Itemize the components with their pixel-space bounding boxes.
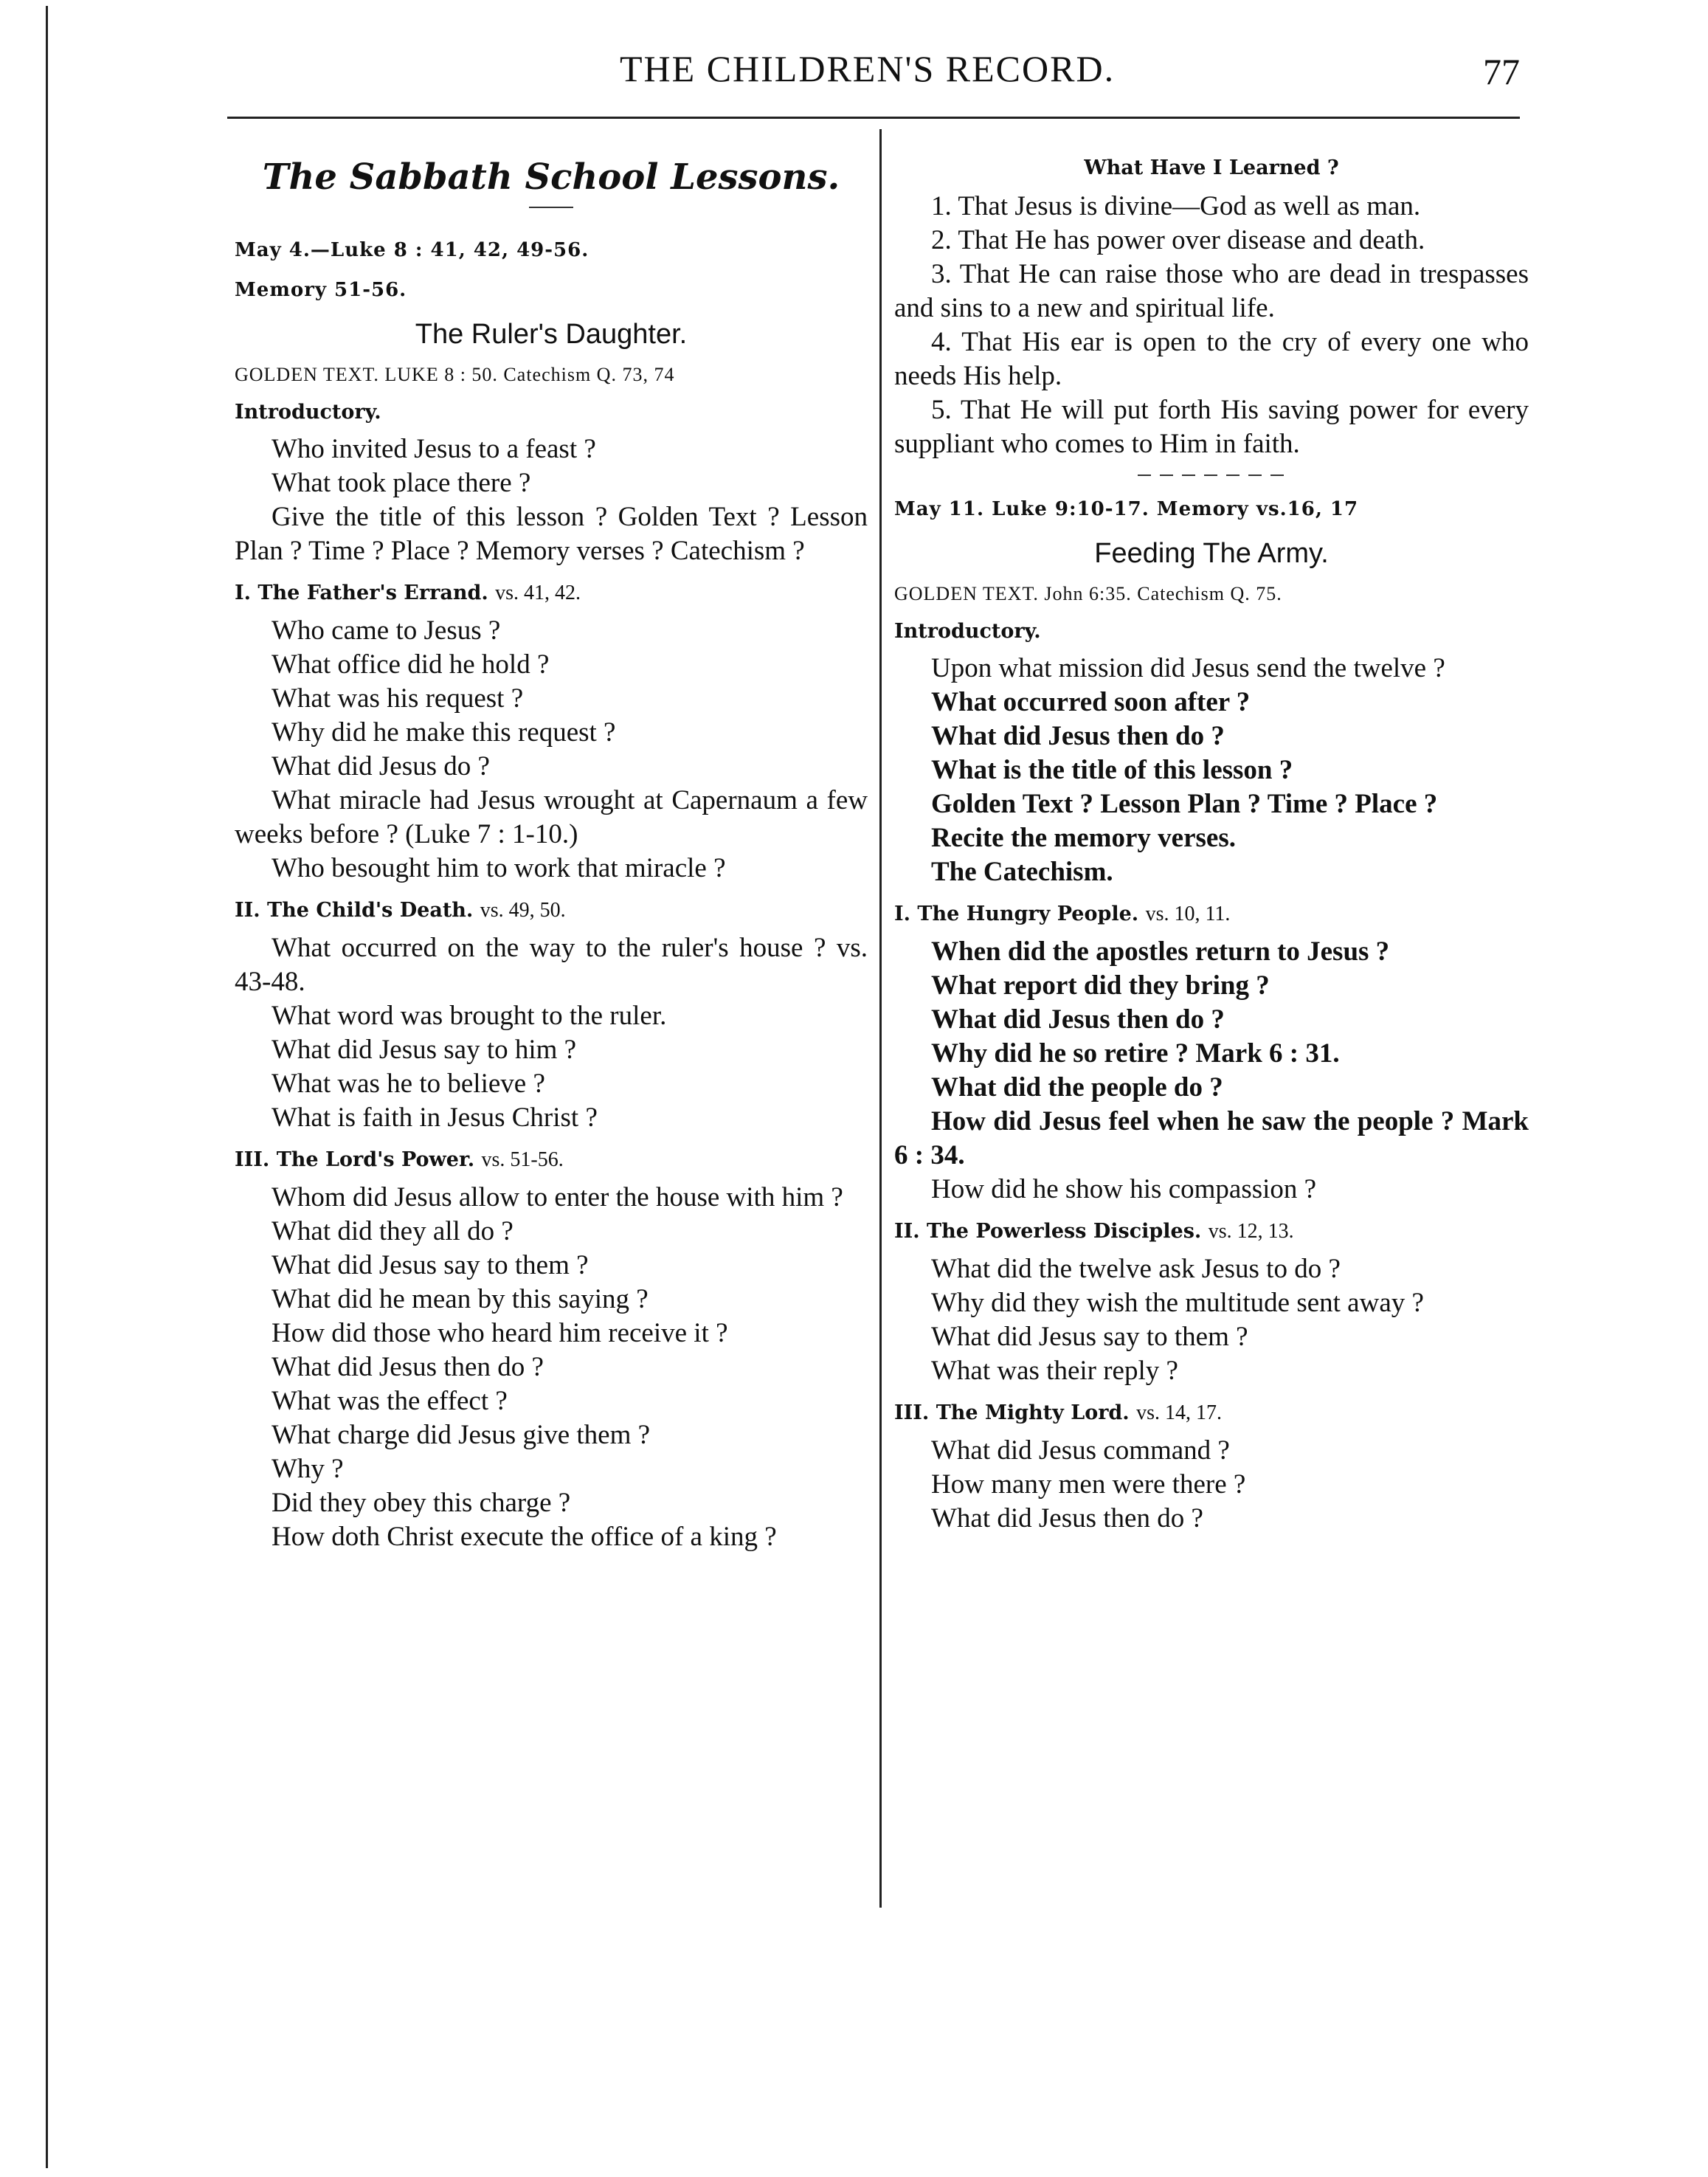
header-rule [227,117,1520,119]
section-label: III. The Mighty Lord. [894,1401,1130,1424]
learned-point: 5. That He will put forth His saving power for every suppliant who comes to Him in faith. [894,395,1529,459]
question: What did Jesus say to him ? [272,1035,577,1065]
question: Who besought him to work that miracle ? [272,853,726,883]
memory-verses: Memory 51-56. [235,279,407,301]
lesson-title: Feeding The Army. [1094,538,1329,569]
golden-text: GOLDEN TEXT. John 6:35. Catechism Q. 75. [894,583,1282,604]
question: Why did they wish the multitude sent away ? [931,1288,1424,1318]
section-heading-introductory: Introductory. [894,620,1041,643]
section-heading-3 [235,1148,868,1172]
question: Who came to Jesus ? [272,615,501,646]
question: Why ? [272,1454,344,1484]
question: Give the title of this lesson ? Golden Text ? Lesson Plan ? Time ? Place ? Memory verses ? Catechism ? [235,502,868,566]
question: Recite the memory verses. [931,823,1236,853]
learned-point: 1. That Jesus is divine—God as well as man. [931,191,1421,221]
question: What did the twelve ask Jesus to do ? [931,1254,1341,1284]
section-label: III. The Lord's Power. [235,1148,475,1171]
lesson-reference: May 11. Luke 9:10-17. Memory vs.16, 17 [894,498,1359,520]
question: What did Jesus then do ? [931,721,1225,751]
question: Who invited Jesus to a feast ? [272,434,596,464]
question: Golden Text ? Lesson Plan ? Time ? Place ? [931,789,1438,819]
question: What was the effect ? [272,1386,508,1416]
section-heading-1 [894,903,1529,926]
title-divider [529,207,573,208]
question: How did Jesus feel when he saw the people ? Mark 6 : 34. [894,1106,1529,1170]
learned-point: 3. That He can raise those who are dead in trespasses and sins to a new and spiritual life. [894,259,1529,323]
question: What did Jesus say to them ? [931,1322,1248,1352]
question: What is the title of this lesson ? [931,755,1293,785]
question: What did Jesus do ? [272,751,490,782]
section-heading-2 [235,899,868,922]
question: What word was brought to the ruler. [272,1001,667,1031]
section-label: I. The Father's Errand. [235,582,488,604]
question: What was he to believe ? [272,1069,545,1099]
learned-heading: What Have I Learned ? [1084,156,1339,179]
question: The Catechism. [931,857,1113,887]
question: What occurred soon after ? [931,687,1251,717]
question: Whom did Jesus allow to enter the house with him ? [272,1182,843,1212]
question: Why did he make this request ? [272,717,616,748]
question: Did they obey this charge ? [272,1488,571,1518]
question: What charge did Jesus give them ? [272,1420,651,1450]
question: What occurred on the way to the ruler's house ? vs. 43-48. [235,933,868,997]
left-column [235,140,868,1554]
question: What is faith in Jesus Christ ? [272,1103,598,1133]
question: How doth Christ execute the office of a king ? [272,1522,777,1552]
section-verses: vs. 12, 13. [1208,1220,1294,1243]
lesson-divider [1138,475,1285,476]
question: What office did he hold ? [272,649,550,680]
question: How did those who heard him receive it ? [272,1318,728,1348]
question: How many men were there ? [931,1469,1246,1500]
section-heading-3 [894,1401,1529,1425]
page-edge-line [46,6,48,2168]
section-heading-introductory: Introductory. [235,401,381,424]
section-verses: vs. 49, 50. [480,899,566,922]
page-number: 77 [1483,51,1520,92]
question: When did the apostles return to Jesus ? [931,936,1390,967]
section-verses: vs. 51-56. [481,1148,564,1171]
section-verses: vs. 10, 11. [1145,903,1231,925]
column-rule [879,129,882,1908]
section-label: I. The Hungry People. [894,903,1139,925]
question: What was their reply ? [931,1356,1178,1386]
question: What did the people do ? [931,1072,1223,1103]
department-title: The Sabbath School Lessons. [262,156,840,198]
running-title: THE CHILDREN'S RECORD. [620,48,1116,89]
question: What did Jesus then do ? [931,1503,1203,1533]
right-column [894,140,1529,1536]
section-verses: vs. 41, 42. [495,582,581,604]
section-label: II. The Powerless Disciples. [894,1220,1202,1243]
section-heading-2 [894,1220,1529,1243]
question: What did they all do ? [272,1216,514,1246]
question: What took place there ? [272,468,531,498]
question: What miracle had Jesus wrought at Capernaum a few weeks before ? (Luke 7 : 1-10.) [235,785,868,849]
question: What was his request ? [272,683,524,714]
question: What did Jesus command ? [931,1435,1230,1466]
section-verses: vs. 14, 17. [1136,1401,1223,1424]
question: What did Jesus say to them ? [272,1250,589,1280]
section-label: II. The Child's Death. [235,899,474,922]
question: What report did they bring ? [931,970,1270,1001]
lesson-title: The Ruler's Daughter. [415,319,688,350]
learned-point: 2. That He has power over disease and death. [931,225,1425,255]
running-head [221,43,1535,109]
section-heading-1 [235,582,868,605]
question: What did Jesus then do ? [931,1004,1225,1035]
question: Why did he so retire ? Mark 6 : 31. [931,1038,1340,1069]
lesson-reference: May 4.—Luke 8 : 41, 42, 49-56. [235,239,589,261]
question: What did he mean by this saying ? [272,1284,649,1314]
learned-point: 4. That His ear is open to the cry of every one who needs His help. [894,327,1529,391]
question: Upon what mission did Jesus send the twelve ? [931,653,1445,683]
question: What did Jesus then do ? [272,1352,544,1382]
golden-text: GOLDEN TEXT. LUKE 8 : 50. Catechism Q. 73, 74 [235,364,675,385]
question: How did he show his compassion ? [931,1174,1317,1204]
